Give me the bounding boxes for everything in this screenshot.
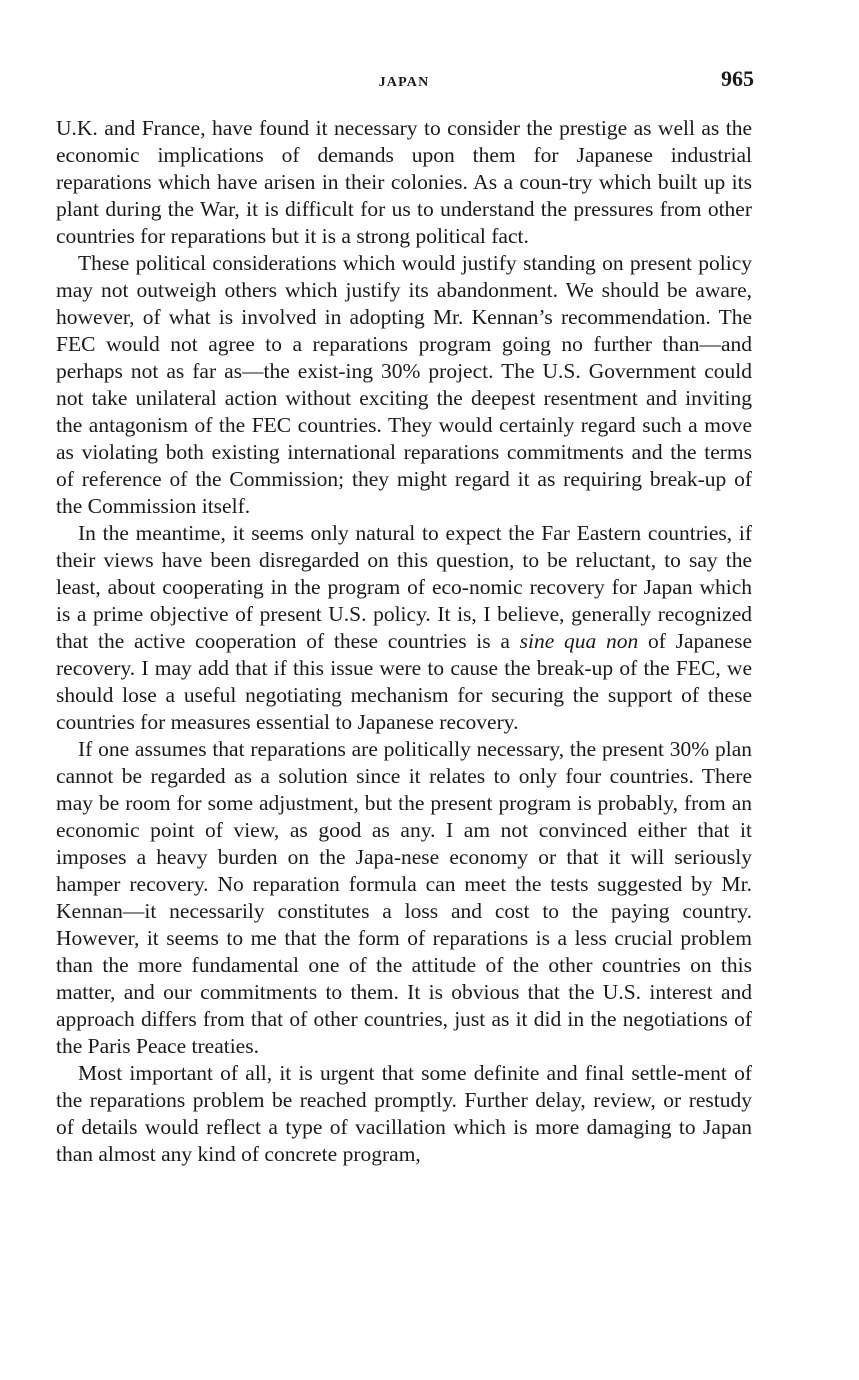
running-title: JAPAN: [378, 75, 430, 90]
running-header: [56, 66, 752, 96]
latin-phrase: sine qua non: [519, 629, 639, 653]
paragraph-1: U.K. and France, have found it necessary to consider the prestige as well as the economic implications of demands upon them for Japanese industrial reparations which have arisen in their colonies. As a coun-try which built up its plant during the War, it is difficult for us to understand the pressures from other countries for reparations but it is a strong political fact.: [56, 116, 752, 248]
paragraph-3-text-before: In the meantime, it seems only natural to expect the Far Eastern countries, if their views have been disregarded on this question, to be reluctant, to say the least, about cooperating in the program of eco-nomic recovery for Japan which is a prime objective of present U.S. policy. It is, I believe, generally recognized that the active cooperation of these countries is a: [56, 521, 752, 653]
paragraph-5: Most important of all, it is urgent that some definite and final settle-ment of the reparations problem be reached promptly. Further delay, review, or restudy of details would reflect a type of vacillation which is more damaging to Japan than almost any kind of concrete program,: [56, 1061, 752, 1166]
paragraph-3: [56, 520, 752, 736]
page-number: 965: [721, 66, 754, 91]
paragraph-3-text-after: of Japanese recovery. I may add that if this issue were to cause the break-up of the FEC, we should lose a useful negotiating mechanism for securing the support of these countries for measures essential to Japanese recovery.: [56, 629, 753, 734]
paragraph-4: If one assumes that reparations are politically necessary, the present 30% plan cannot be regarded as a solution since it relates to only four countries. There may be room for some adjustment, but the present program is probably, from an economic point of view, as good as any. I am not convinced either that it imposes a heavy burden on the Japa-nese economy or that it will seriously hamper recovery. No reparation formula can meet the tests suggested by Mr. Kennan—it necessarily constitutes a loss and cost to the paying country. However, it seems to me that the form of reparations is a less crucial problem than the more fundamental one of the attitude of the other countries on this matter, and our commitments to them. It is obvious that the U.S. interest and approach differs from that of other countries, just as it did in the negotiations of the Paris Peace treaties.: [56, 737, 752, 1058]
paragraph-2: These political considerations which would justify standing on present policy may not outweigh others which justify its abandonment. We should be aware, however, of what is involved in adopting Mr. Kennan’s recommendation. The FEC would not agree to a reparations program going no further than—and perhaps not as far as—the exist-ing 30% project. The U.S. Government could not take unilateral action without exciting the deepest resentment and inviting the antagonism of the FEC countries. They would certainly regard such a move as violating both existing international reparations commitments and the terms of reference of the Commission; they might regard it as requiring break-up of the Commission itself.: [56, 251, 752, 518]
body-text: [56, 115, 752, 1168]
